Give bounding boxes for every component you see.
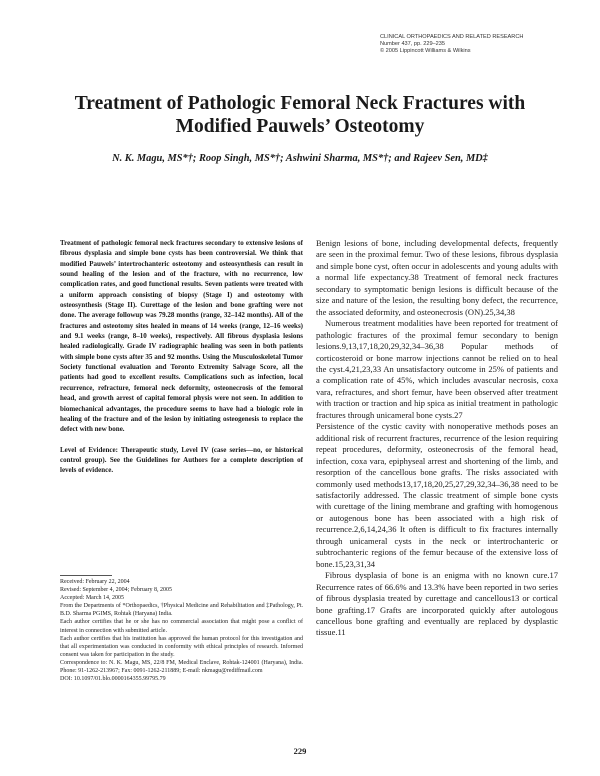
journal-name: CLINICAL ORTHOPAEDICS AND RELATED RESEARCH xyxy=(380,34,524,40)
body-paragraph: Numerous treatment modalities have been reported for treatment of pathologic fractures of the proximal femur secondary to benign lesions.9,13,17,18,20,29,32,34–36,38 Popular methods of corticosteroid or bone marrow injections cannot be relied on to heal the cyst.4,21,23,33 An unsatisfactory outcome in 25% of patients and a complication rate of 45%, which includes avascular necrosis, coxa vara, refractures, and short femur, have been observed after treatment with traction or traction and hip spica as initial treatment in pathologic fractures through unicameral bone cysts.27 xyxy=(316,318,558,420)
abstract xyxy=(60,238,303,476)
body-paragraph: Benign lesions of bone, including developmental defects, frequently are seen in the proximal femur. Two of these lesions, fibrous dysplasia and simple bone cyst, often occur in adolescents and young adults with a normal life expectancy.38 Treatment of femoral neck fractures secondary to symptomatic benign lesions is difficult because of the size and nature of the lesion, the resulting bony defect, the recurrence, the associated deformity, and osteonecrosis (ON).25,34,38 xyxy=(316,238,558,317)
footnote-rule xyxy=(60,575,112,576)
abstract-text: Treatment of pathologic femoral neck fractures secondary to extensive lesions of fibrous dysplasia and simple bone cysts has been controversial. We think that modified Pauwels’ intertrochanteric osteotomy and osteosynthesis can result in sound healing of the lesion and of the fracture, with no recurrence, low complication rates, and good functional results. Seven patients were treated with a uniform approach consisting of biopsy (Stage I) and osteotomy with osteosynthesis (Stage II). Curettage of the lesion and bone grafting were not done. The average followup was 79.28 months (range, 32–142 months). All of the fractures and osteotomy sites healed in means of 14 weeks (range, 12–16 weeks) and 9.1 weeks (range, 8–10 weeks), respectively. All fibrous dysplasia lesions healed radiologically. Grade IV radiographic healing was seen in both patients with simple bone cysts after 35 and 92 months. Using the Musculoskeletal Tumor Society functional evaluation and Toronto Extremity Salvage Score, all the patients had good to excellent results. Complications such as infection, local recurrence, refracture, femoral neck deformity, osteonecrosis of the femoral head, and growth arrest of capital femoral physis were not seen. In addition to biomechanical advantages, the procedure seems to have had a biologic role in healing of the fracture and of the lesion by initiating osteogenesis to replace the defect with new bone. xyxy=(60,239,303,434)
footnote-affiliations: From the Departments of *Orthopaedics, †Physical Medicine and Rehabilitation and ‡Pathology, Pt. B.D. Sharma PGIMS, Rohtak (Haryana) India. xyxy=(60,603,303,618)
journal-header xyxy=(380,34,580,56)
footnote-accepted: Accepted: March 14, 2005 xyxy=(60,595,124,602)
body-paragraph: Persistence of the cystic cavity with nonoperative methods poses an additional risk of recurrent fractures, recurrence of the lesion requiring repeat procedures, deformity, osteonecrosis of the femoral head, infection, coxa vara, epiphyseal arrest and shortening of the limb, and resorption of the cancellous bone grafts. The risks associated with commonly used methods13,17,18,20,25,27,29,32,34–36,38 need to be satisfactorily addressed. The classic treatment of simple bone cysts with curettage of the lining membrane and grafting with homogenous or autogenous bone has been associated with a high risk of recurrence.2,6,14,24,36 It often is difficult to fix fractures internally through unicameral cysts in the neck or intertrochanteric or subtrochanteric regions of the femur because of the extensive loss of bone.15,23,31,34 xyxy=(316,421,558,569)
level-of-evidence: Level of Evidence: Therapeutic study, Level IV (case series—no, or historical control group). See the Guidelines for Authors for a complete description of levels of evidence. xyxy=(60,445,303,475)
title-line-2: Modified Pauwels’ Osteotomy xyxy=(175,116,425,137)
body-paragraph: Fibrous dysplasia of bone is an enigma with no known cure.17 Recurrence rates of 66.6% and 13.3% have been reported in two series of fibrous dysplasia treated by curettage and cancellous13 or cortical bone grafting.17 Grafts are incorporated quickly after autologous cancellous bone grafting and eventually are replaced by dysplastic tissue.11 xyxy=(316,570,558,638)
author-list: N. K. Magu, MS*†; Roop Singh, MS*†; Ashwini Sharma, MS*†; and Rajeev Sen, MD‡ xyxy=(112,153,488,164)
footnotes xyxy=(60,578,303,683)
article-title xyxy=(40,92,560,138)
body-column xyxy=(316,238,558,639)
footnote-revised: Revised: September 4, 2004; February 8, 2005 xyxy=(60,587,172,594)
page-number: 229 xyxy=(293,746,307,756)
journal-issue: Number 437, pp. 229–235 xyxy=(380,41,445,48)
journal-copyright: © 2005 Lippincott Williams & Wilkins xyxy=(380,48,471,55)
title-line-1: Treatment of Pathologic Femoral Neck Fractures with xyxy=(74,93,526,114)
footnote-received: Received: February 22, 2004 xyxy=(60,579,130,585)
footnote-doi: DOI: 10.1097/01.blo.0000164355.99795.79 xyxy=(60,676,166,683)
footnote-conflict: Each author certifies that he or she has no commercial association that might pose a conflict of interest in connection with submitted article. xyxy=(60,619,303,634)
footnote-ethics: Each author certifies that his institution has approved the human protocol for this investigation and that all experimentation was conducted in conformity with ethical principles of research. Informed consent was taken for participation in the study. xyxy=(60,635,303,658)
footnote-correspondence: Correspondence to: N. K. Magu, MS, 22/8 FM, Medical Enclave, Rohtak-124001 (Haryana), India. Phone: 91-1262-213967; Fax: 0091-1262-211889; E-mail: nkmagu@rediffmail.com xyxy=(60,659,303,675)
